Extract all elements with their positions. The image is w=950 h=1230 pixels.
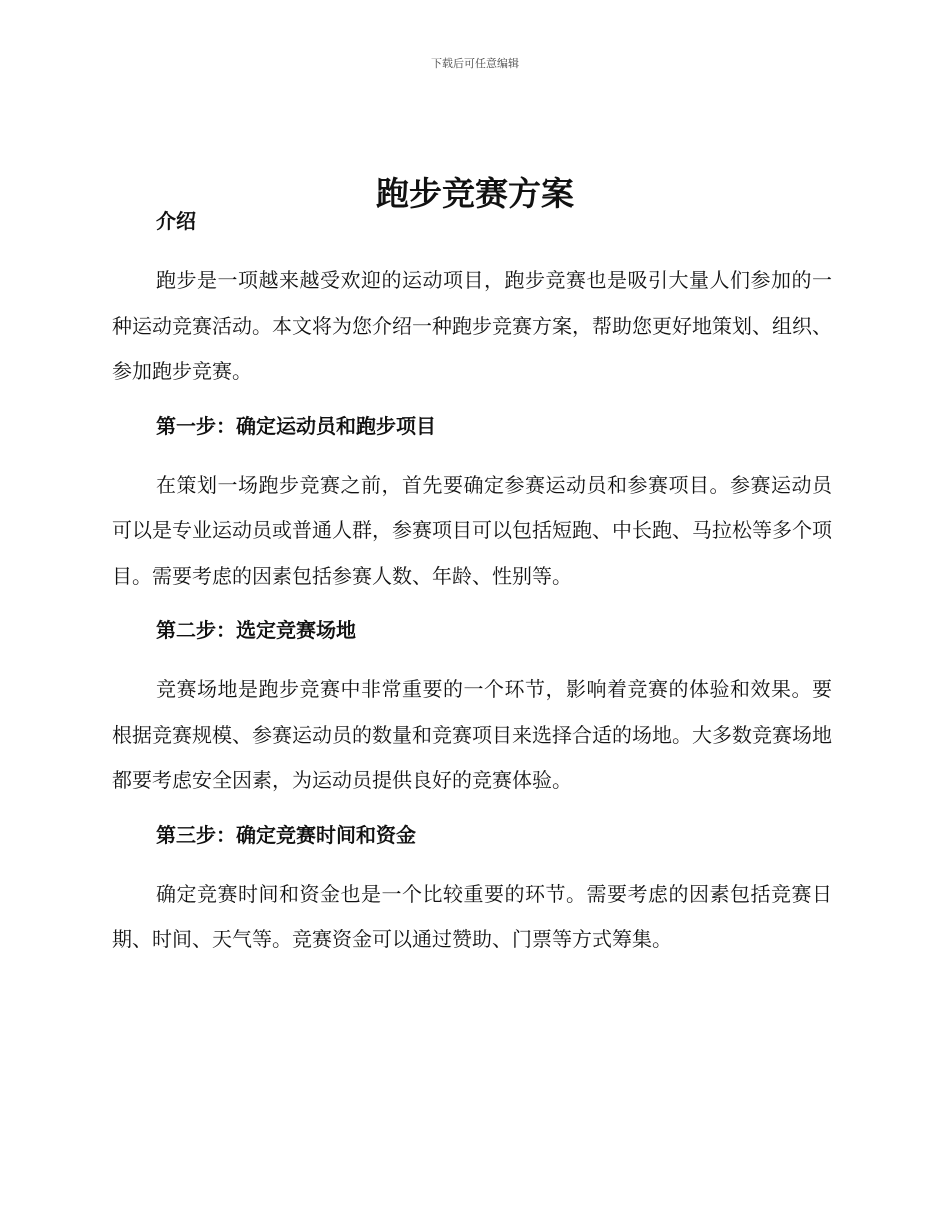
section-heading-step-1: 第一步：确定运动员和跑步项目: [156, 413, 436, 438]
section-paragraph-step-3: 确定竞赛时间和资金也是一个比较重要的环节。需要考虑的因素包括竞赛日期、时间、天气等。竞赛资金可以通过赞助、门票等方式筹集。: [112, 881, 832, 951]
section-heading-intro: 介绍: [156, 209, 196, 233]
document-title: 跑步竞赛方案: [376, 174, 574, 214]
header-note: 下载后可任意编辑: [431, 57, 519, 70]
document-body: [112, 204, 832, 963]
section-paragraph-step-1: 在策划一场跑步竞赛之前，首先要确定参赛运动员和参赛项目。参赛运动员可以是专业运动员或普通人群，参赛项目可以包括短跑、中长跑、马拉松等多个项目。需要考虑的因素包括参赛人数、年龄、性别等。: [112, 472, 832, 588]
section-heading-step-2: 第二步：选定竞赛场地: [156, 618, 356, 642]
section-paragraph-intro: 跑步是一项越来越受欢迎的运动项目，跑步竞赛也是吸引大量人们参加的一种运动竞赛活动。本文将为您介绍一种跑步竞赛方案，帮助您更好地策划、组织、参加跑步竞赛。: [112, 268, 832, 383]
section-heading-step-3: 第三步：确定竞赛时间和资金: [156, 822, 416, 847]
section-paragraph-step-2: 竞赛场地是跑步竞赛中非常重要的一个环节，影响着竞赛的体验和效果。要根据竞赛规模、参赛运动员的数量和竞赛项目来选择合适的场地。大多数竞赛场地都要考虑安全因素，为运动员提供良好的竞赛体验。: [112, 677, 832, 792]
